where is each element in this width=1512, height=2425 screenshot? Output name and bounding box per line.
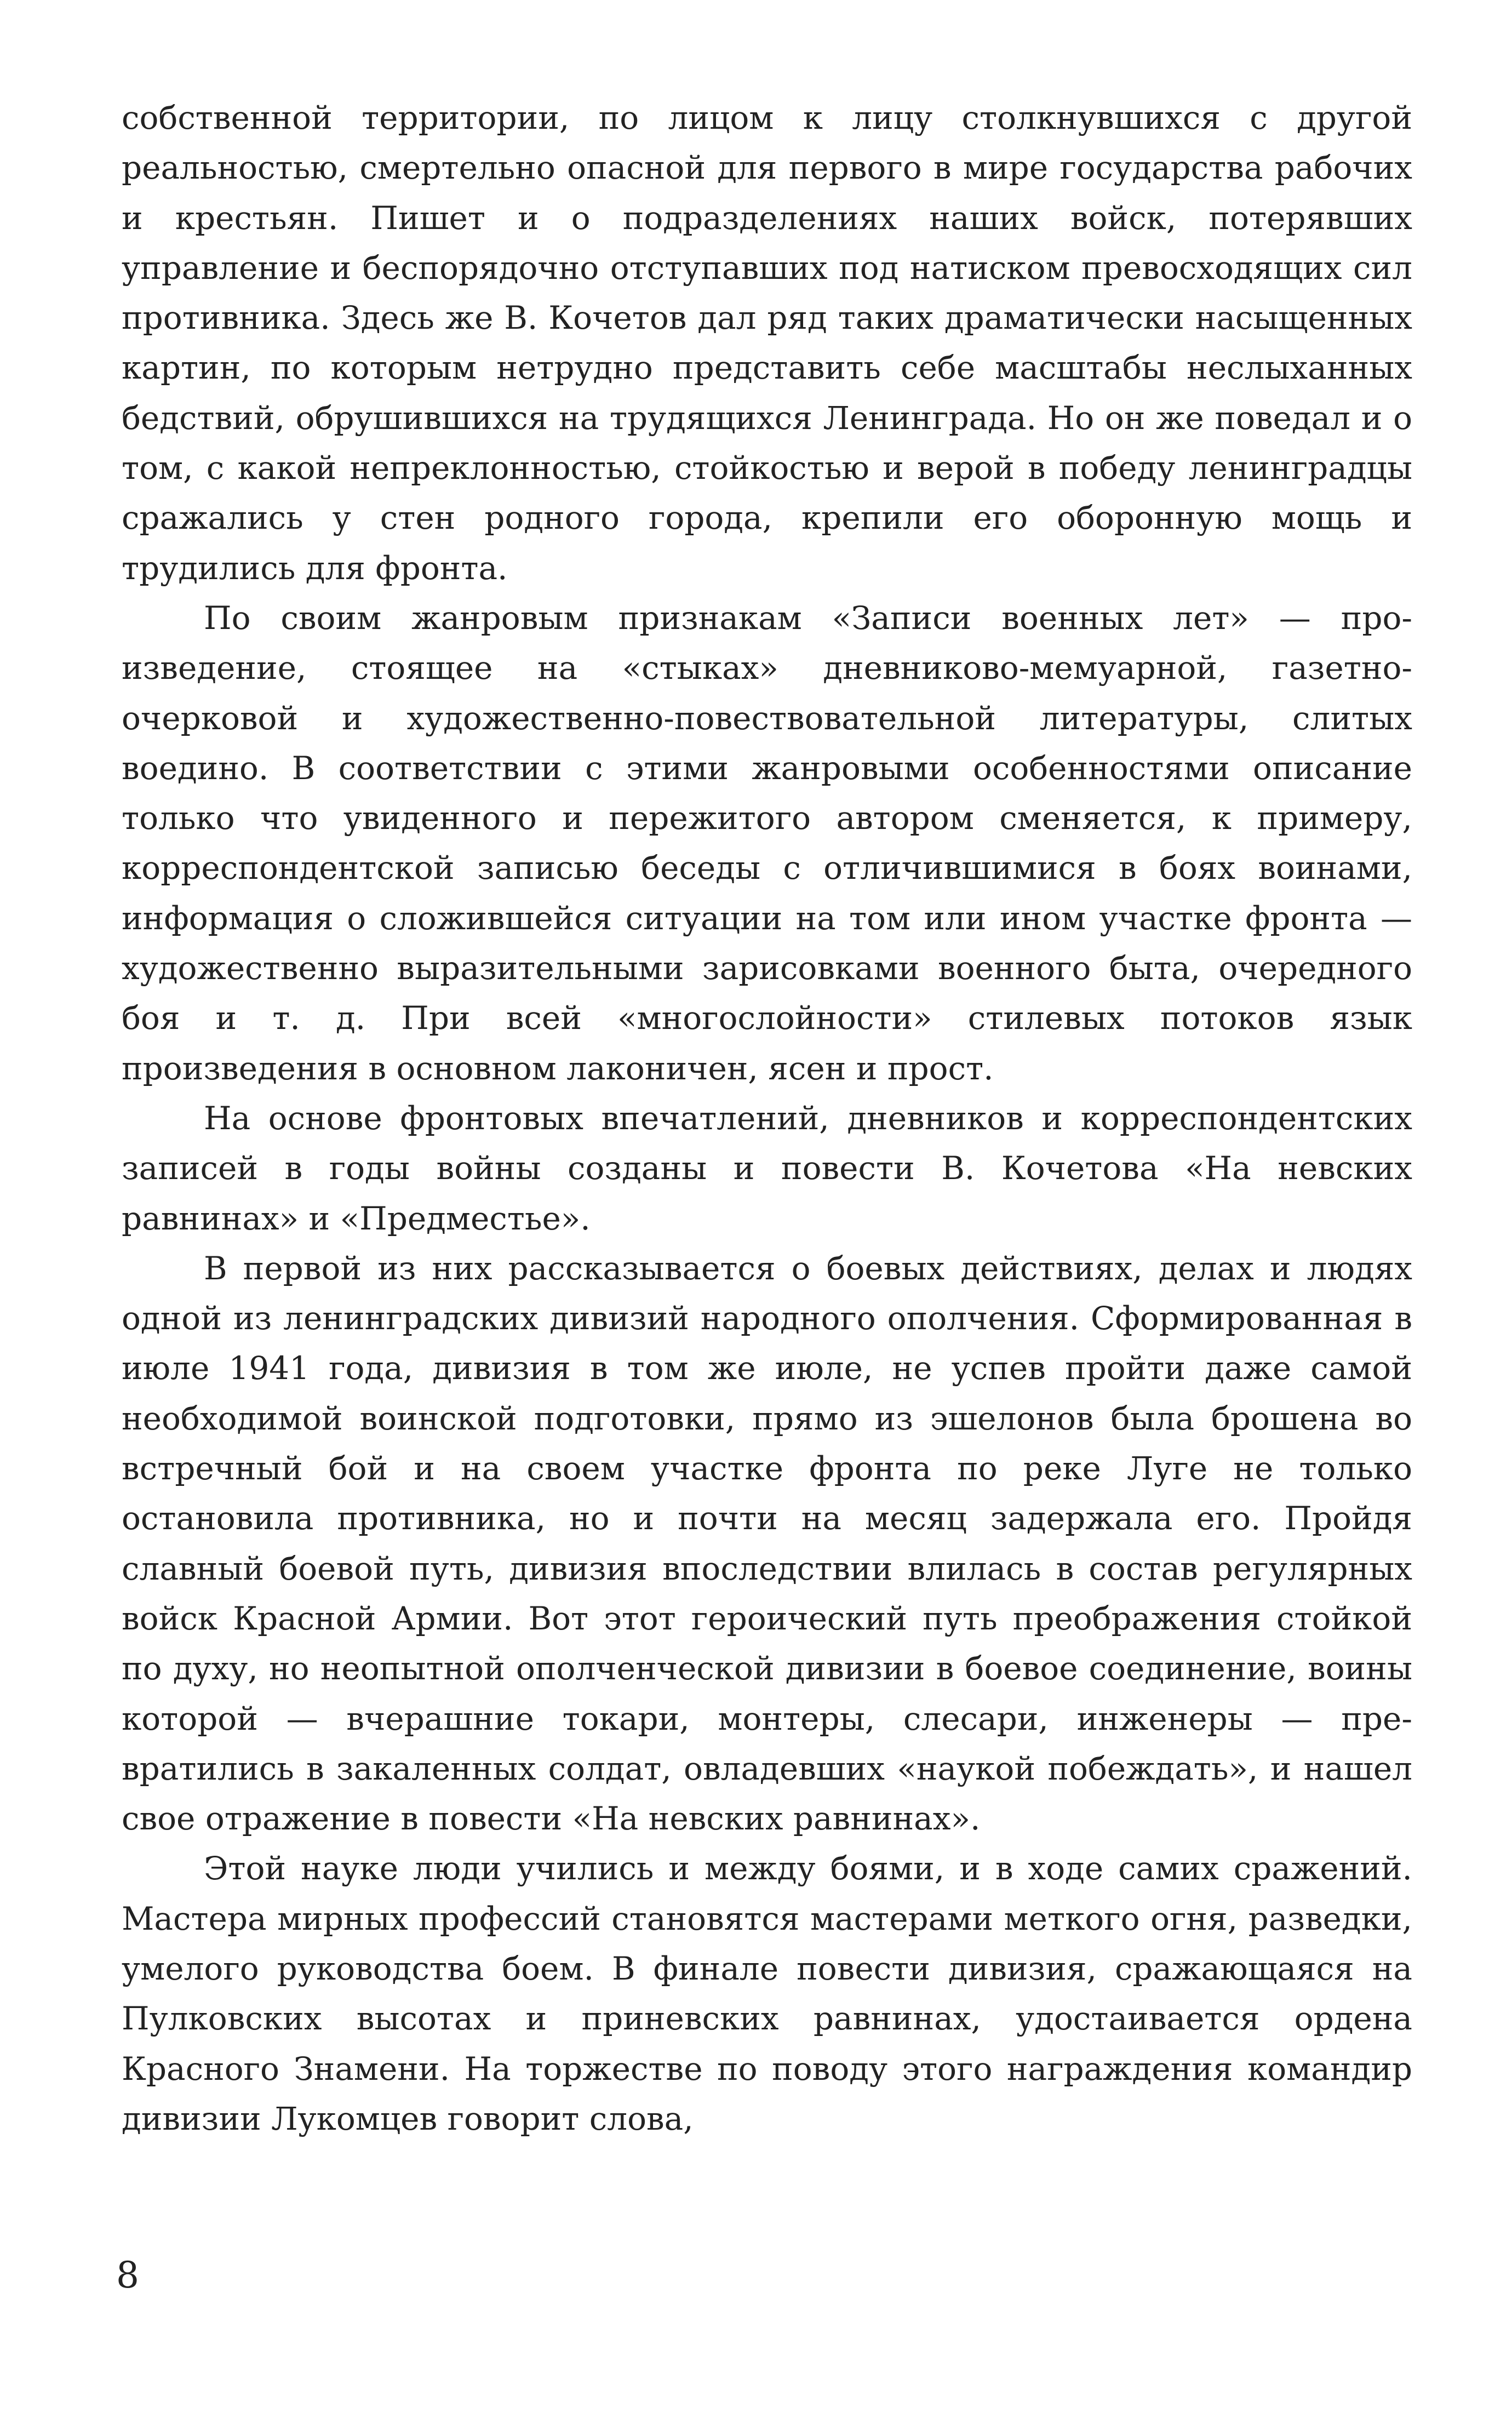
paragraph-4: В первой из них рассказывается о боевых действиях, делах и людях одной из ленинградских дивизий народного ополчения. Сформированная в июле 1941 года, дивизия в том же июле, не успев пройти даже самой необходимой воинской подготовки, прямо из эшелонов была брошена во встречный бой и на своем участке фронта по реке Луге не только остановила противника, но и почти на месяц задержала его. Пройдя славный боевой путь, дивизия впоследствии влилась в состав регулярных войск Красной Армии. Вот этот героический путь преображения стойкой по духу, но неопытной ополченческой дивизии в боевое соединение, воины которой — вчерашние токари, монтеры, слесари, инженеры — превратились в закаленных солдат, овладевших «наукой побеждать», и нашел свое отражение в повести «На невских равнинах». bbox=[122, 1249, 1412, 1838]
paragraph-3: На основе фронтовых впечатлений, дневников и корреспондентских записей в годы войны созданы и повести В. Кочетова «На невских равнинах» и «Предместье». bbox=[122, 1099, 1412, 1237]
paragraph-5: Этой науке люди учились и между боями, и в ходе самих сражений. Мастера мирных профессий становятся мастерами меткого огня, разведки, умелого руководства боем. В финале повести дивизия, сражающаяся на Пулковских высотах и приневских равнинах, удостаивается ордена Красного Знамени. На торжестве по поводу этого награждения командир дивизии Лукомцев говорит слова, bbox=[122, 1850, 1412, 2137]
page-text bbox=[122, 93, 1412, 2144]
page-number: 8 bbox=[116, 2254, 139, 2296]
paragraph-2: По своим жанровым признакам «Записи военных лет» — произведение, стоящее на «стыках» дневниково-мемуарной, газетно-очерковой и художественно-повествовательной литературы, слитых воедино. В соответствии с этими жанровыми особенностями описание только что увиденного и пережитого автором сменяется, к примеру, корреспондентской записью беседы с отличившимися в боях воинами, информация о сложившейся ситуации на том или ином участке фронта — художественно выразительными зарисовками военного быта, очередного боя и т. д. При всей «многослойности» стилевых потоков язык произведения в основном лаконичен, ясен и прост. bbox=[122, 599, 1412, 1087]
paragraph-1: собственной территории, по лицом к лицу столкнувшихся с другой реальностью, смертельно опасной для первого в мире государства рабочих и крестьян. Пишет и о подразделениях наших войск, потерявших управление и беспорядочно отступавших под натиском превосходящих сил противника. Здесь же В. Кочетов дал ряд таких драматически насыщенных картин, по которым нетрудно представить себе масштабы неслыханных бедствий, обрушившихся на трудящихся Ленинграда. Но он же поведал и о том, с какой непреклонностью, стойкостью и верой в победу ленинградцы сражались у стен родного города, крепили его оборонную мощь и трудились для фронта. bbox=[122, 99, 1412, 587]
